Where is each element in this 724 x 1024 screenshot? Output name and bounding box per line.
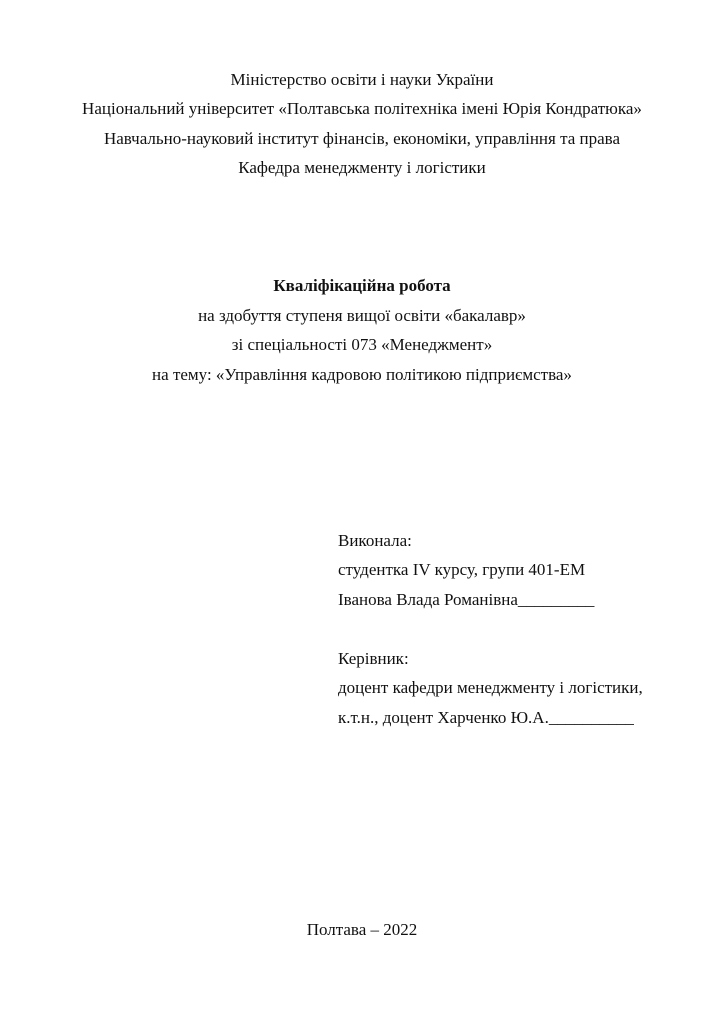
ministry-line: Міністерство освіти і науки України — [230, 70, 494, 89]
institute-line: Навчально-науковий інститут фінансів, економіки, управління та права — [103, 129, 621, 148]
supervisor-name: к.т.н., доцент Харченко Ю.А.__________ — [338, 708, 634, 727]
author-course: студентка IV курсу, групи 401-ЕМ — [338, 560, 586, 579]
university-line: Національний університет «Полтавська політехніка імені Юрія Кондратюка» — [82, 99, 642, 118]
author-name: Іванова Влада Романівна_________ — [338, 590, 595, 609]
specialty-line: зі спеціальності 073 «Менеджмент» — [231, 335, 493, 354]
city-year: Полтава – 2022 — [306, 920, 418, 939]
author-label: Виконала: — [338, 531, 412, 550]
topic-line: на тему: «Управління кадровою політикою підприємства» — [152, 365, 572, 384]
degree-line: на здобуття ступеня вищої освіти «бакалавр» — [198, 306, 526, 325]
work-title: Кваліфікаційна робота — [273, 276, 451, 295]
department-line: Кафедра менеджменту і логістики — [238, 158, 486, 177]
supervisor-position: доцент кафедри менеджменту і логістики, — [338, 678, 643, 697]
supervisor-label: Керівник: — [338, 649, 409, 668]
